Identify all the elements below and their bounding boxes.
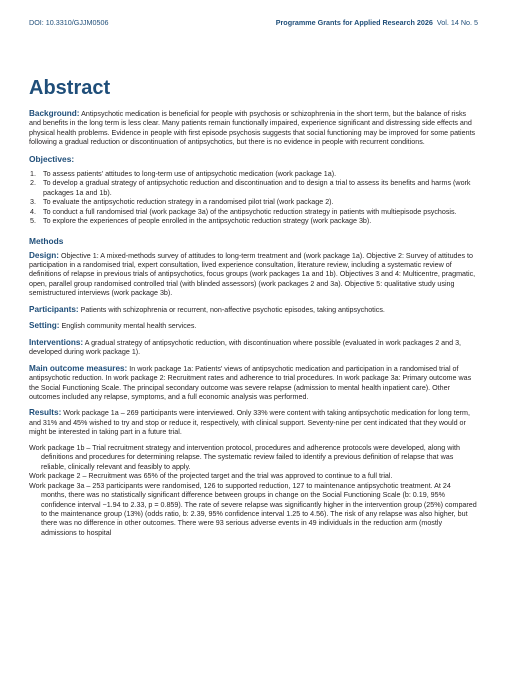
- participants-label: Participants:: [29, 304, 79, 314]
- list-item-number: 3.: [30, 198, 36, 207]
- design-text: Objective 1: A mixed-methods survey of attitudes to long-term treatment and (work package 1a). Objective 2: Survey of attitudes to participation in a randomised trial, expert consultation, lived experience consultation, literature review, including a systematic review of definitions of relapse in previous trials of antipsychotics, focus groups (work packages 1a and 1b). Objectives 3 and 4: Multicentre, pragmatic, open, parallel group randomised controlled trial (with blinded assessors) (work packages 2 and 3a). Objective 5: qualitative study using semistructured interviews (work package 3b).: [29, 251, 476, 298]
- interventions-section: [29, 338, 478, 358]
- results-section: [29, 408, 478, 437]
- results-text: Work package 1a – 269 participants were interviewed. Only 33% were content with taking antipsychotic medication for long term, and 31% and 45% wished to try and stop or reduce it, respectively, with clinical support. Seventy-nine per cent indicated that they would or might be interested in taking part in a future trial.: [29, 409, 470, 437]
- background-text: Antipsychotic medication is beneficial for people with psychosis or schizophrenia in the short term, but the balance of risks and benefits in the long term is less clear. Many patients remain functionally impaired, experience significant and distressing side effects and physical health problems. Evidence in people with first episode psychosis suggests that social functioning may be improved for some patients following a gradual reduction or discontinuation of antipsychotics, but there is no evidence in people with recurrent conditions.: [29, 110, 476, 147]
- list-item: [29, 179, 478, 198]
- methods-heading: Methods: [29, 235, 64, 246]
- design-label: Design:: [29, 250, 60, 260]
- list-item-text: To assess patients' attitudes to long-term use of antipsychotic medication (work package 1a).: [43, 169, 337, 178]
- outcomes-label: Main outcome measures:: [29, 363, 128, 373]
- results-label: Results:: [29, 408, 62, 418]
- results-wp1b: Work package 1b – Trial recruitment strategy and intervention protocol, procedures and adherence protocols were developed, along with definitions and procedures for determining relapse. The systematic review failed to identify a previous definition of relapse that was reliable, clinically relevant and feasibly to apply.: [29, 443, 460, 471]
- list-item: [29, 198, 478, 207]
- list-item-number: 2.: [30, 179, 36, 188]
- results-wp3a: Work package 3a – 253 participants were randomised, 126 to supported reduction, 127 to maintenance antipsychotic treatment. At 24 months, there was no statistically significant difference between groups in change on the Social Functioning Scale (b: 0.19, 95% confidence interval −1.94 to 2.33, p = 0.859). The rate of severe relapse was significantly higher in the intervention group (25%) compared to the maintenance group (13%) (odds ratio, b: 2.39, 95% confidence interval 1.25 to 4.56). The risk of any relapse was also higher, but there was no difference in other outcomes. There were 93 serious adverse events in 49 individuals in the reduction arm (mostly admissions to hospital: [29, 481, 477, 537]
- list-item-number: 4.: [30, 207, 36, 216]
- doi-link[interactable]: DOI: 10.3310/GJJM0506: [29, 17, 109, 27]
- list-item-number: 1.: [30, 169, 36, 178]
- page-title: Abstract: [29, 77, 111, 99]
- list-item: [29, 208, 478, 217]
- outcomes-text: In work package 1a: Patients' views of antipsychotic medication and participation in a randomised trial of antipsychotic reduction. In work package 2: Recruitment rates and adherence to trial procedures. In work package 3a: Primary outcome was the Social Functioning Scale. The principal secondary outcome was severe relapse (admission to mental health inpatient care). Other outcomes included any relapse, symptoms, and a full economic analysis was performed.: [29, 364, 472, 401]
- outcomes-section: [29, 364, 478, 403]
- journal-name: Programme Grants for Applied Research 2026: [275, 17, 433, 27]
- list-item-text: To evaluate the antipsychotic reduction strategy in a randomised pilot trial (work package 2).: [43, 198, 334, 207]
- interventions-label: Interventions:: [29, 337, 84, 347]
- background-label: Background:: [29, 109, 80, 118]
- results-wp2: Work package 2 – Recruitment was 65% of the projected target and the trial was approved to continue to a full trial.: [29, 472, 393, 481]
- participants-section: [29, 305, 478, 315]
- background-section: [29, 109, 478, 148]
- participants-text: Patients with schizophrenia or recurrent, non-affective psychotic episodes, taking antipsychotics.: [80, 305, 385, 314]
- design-section: [29, 251, 478, 299]
- list-item-text: To conduct a full randomised trial (work package 3a) of the antipsychotic reduction strategy in patients with multiepisode psychosis.: [43, 207, 457, 216]
- setting-label: Setting:: [29, 321, 60, 331]
- journal-volume: Vol. 14 No. 5: [436, 17, 478, 27]
- list-item: [29, 217, 478, 226]
- running-header: [29, 0, 478, 28]
- list-item: [29, 170, 478, 179]
- journal-citation: [276, 18, 478, 27]
- list-item-text: To develop a gradual strategy of antipsychotic reduction and discontinuation and to design a trial to assess its benefits and harms (work packages 1a and 1b).: [43, 179, 471, 197]
- setting-section: [29, 321, 478, 331]
- list-item-text: To explore the experiences of people enrolled in the antipsychotic reduction strategy (work package 3b).: [43, 217, 372, 226]
- setting-text: English community mental health services.: [61, 322, 197, 331]
- objectives-heading: Objectives:: [29, 153, 75, 164]
- interventions-text: A gradual strategy of antipsychotic reduction, with discontinuation where possible (evaluated in work packages 2 and 3, developed during work package 1).: [29, 338, 462, 357]
- objectives-list: [29, 170, 478, 227]
- list-item-number: 5.: [30, 217, 36, 226]
